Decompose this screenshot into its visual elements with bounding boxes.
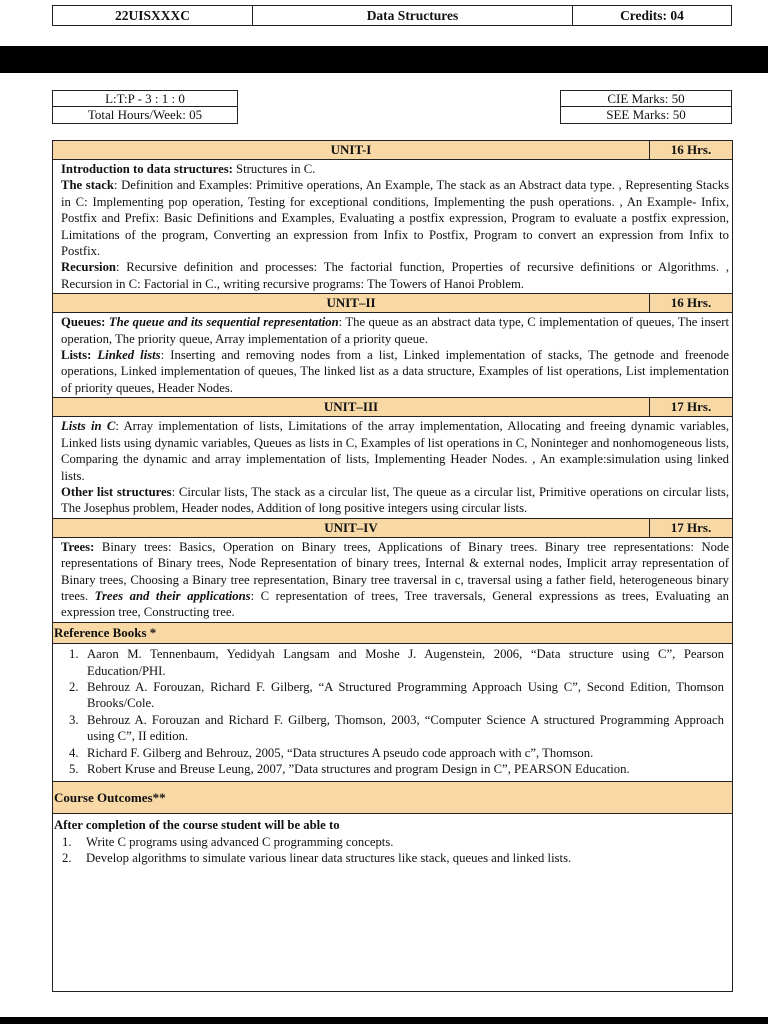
topic-heading: Queues: [61,315,106,330]
reference-books-heading: Reference Books * [53,623,732,644]
list-item: 5. Robert Kruse and Breuse Leung, 2007, ”Data structures and program Design in C”, PEARSON Education. [69,762,630,776]
list-item: 3. Behrouz A. Forouzan and Richard F. Gilberg, Thomson, 2003, “Computer Science A structured Programming Approach using C”, II edition. [69,712,724,744]
outcome-list [54,834,731,867]
unit-1-body [53,160,732,294]
unit-hours: 17 Hrs. [670,399,712,415]
cie-marks: CIE Marks: 50 [561,91,731,107]
unit-1-header [53,141,732,160]
topic-heading: Other list structures [61,484,172,499]
list-item: 4. Richard F. Gilberg and Behrouz, 2005, “Data structures A pseudo code approach with c”, Thomson. [69,745,594,760]
unit-2-header [53,294,732,313]
topic-heading: Introduction to data structures: [61,162,233,176]
unit-4-body [53,538,732,623]
topic-text: : Array implementation of lists, Limitations of the array implementation, Allocating and freeing dynamic variables, Linked lists using dynamic variables, Queues as lists in C, Examples of list operations in C, Noninteger and nonhomogeneous lists, Comparing the dynamic and array implementation of lists, Implementing Header Nodes. , An example:simulation using linked lists. [61,419,729,483]
outcomes-lead: After completion of the course student will be able to [54,818,340,833]
marks-box [560,90,732,124]
unit-hours: 16 Hrs. [670,295,712,311]
see-marks: SEE Marks: 50 [606,107,686,122]
topic-text: : C representation of trees, Tree traversals, General expressions as trees, Evaluating an expression tree, Constructing tree. [61,588,729,620]
course-header [52,5,732,26]
topic-heading: Lists: [61,348,92,363]
unit-3-header [53,398,732,417]
topic-text: : Definition and Examples: Primitive operations, An Example, The stack as an Abstract data type. , Representing Stacks in C: Implementing pop operation, Testing for exceptional conditions, Implementing the push operations. , An Example- Infix, Postfix and Prefix: Basic Definitions and Examples, Evaluating a postfix expression, Program to evaluate a postfix expression, Limitations of the program, Converting an expression from Infix to Postfix, Program to convert an expression from Infix to Postfix. [61,178,730,259]
syllabus-table [52,140,733,992]
topic-subheading: Lists in C [61,419,116,434]
unit-4-header [53,519,732,538]
topic-text: Binary trees: Basics, Operation on Binary trees, Applications of Binary trees. Binary tree representations: Node representations of Binary trees, Node Representation of binary trees, Internal & external nodes, Implicit array representation of Binary trees, Choosing a Binary tree representation, Binary tree traversal in c, traversal using a father field, heterogeneous binary trees. [61,539,729,603]
course-code: 22UISXXXC [53,6,253,25]
unit-title: UNIT–II [53,294,650,312]
topic-text: : The queue as an abstract data type, C implementation of queues, The insert operation, The priority queue, Array implementation of a priority queue. [61,315,729,346]
topic-heading: Trees: [61,539,95,554]
total-hours: Total Hours/Week: 05 [87,107,203,122]
topic-subheading: Linked lists [97,348,161,363]
course-outcomes-heading: Course Outcomes** [53,782,732,814]
list-item: 2. Behrouz A. Forouzan, Richard F. Gilberg, “A Structured Programming Approach Using C”, Second Edition, Thomson Brooks/Cole. [69,679,724,711]
unit-title: UNIT-I [53,141,650,159]
course-credits: Credits: 04 [620,7,684,23]
unit-3-body [53,417,732,518]
list-item: 1. Write C programs using advanced C programming concepts. [62,834,394,849]
course-title: Data Structures [253,6,573,25]
topic-text: : Circular lists, The stack as a circular list, The queue as a circular list, Primitive operations on circular lists, The Josephus problem, Header nodes, Addition of long positive integers using circular lists. [61,484,729,516]
topic-text: Structures in C. [232,162,316,176]
unit-title: UNIT–IV [53,519,650,537]
course-outcomes [53,814,732,869]
topic-subheading: Trees and their applications [94,588,251,603]
list-item: 1. Aaron M. Tennenbaum, Yedidyah Langsam and Moshe J. Augenstein, 2006, “Data structure using C”, Pearson Education/PHI. [69,647,724,678]
topic-text: : Inserting and removing nodes from a list, Linked implementation of stacks, The getnode and freenode operations, Linked implementation of queues, The linked list as a data structure, Examples of list operations, List implementation of priority queues, Header Nodes. [61,348,729,395]
reference-list [53,644,732,782]
black-banner [0,46,768,73]
list-item: 2. Develop algorithms to simulate various linear data structures like stack, queues and linked lists. [62,851,572,866]
topic-subheading: The queue and its sequential representation [108,315,339,330]
hours-box [52,90,238,124]
topic-heading: Recursion [61,260,116,275]
unit-hours: 16 Hrs. [670,141,712,157]
bottom-banner [0,1017,768,1024]
unit-title: UNIT–III [53,398,650,416]
topic-heading: The stack [61,178,114,193]
unit-2-body [53,313,732,398]
topic-text: : Recursive definition and processes: The factorial function, Properties of recursive definitions or Algorithms. , Recursion in C: Factorial in C., writing recursive programs: The Towers of Hanoi Problem. [61,260,729,291]
unit-hours: 17 Hrs. [670,519,712,535]
ltp-value: L:T:P - 3 : 1 : 0 [53,91,237,107]
